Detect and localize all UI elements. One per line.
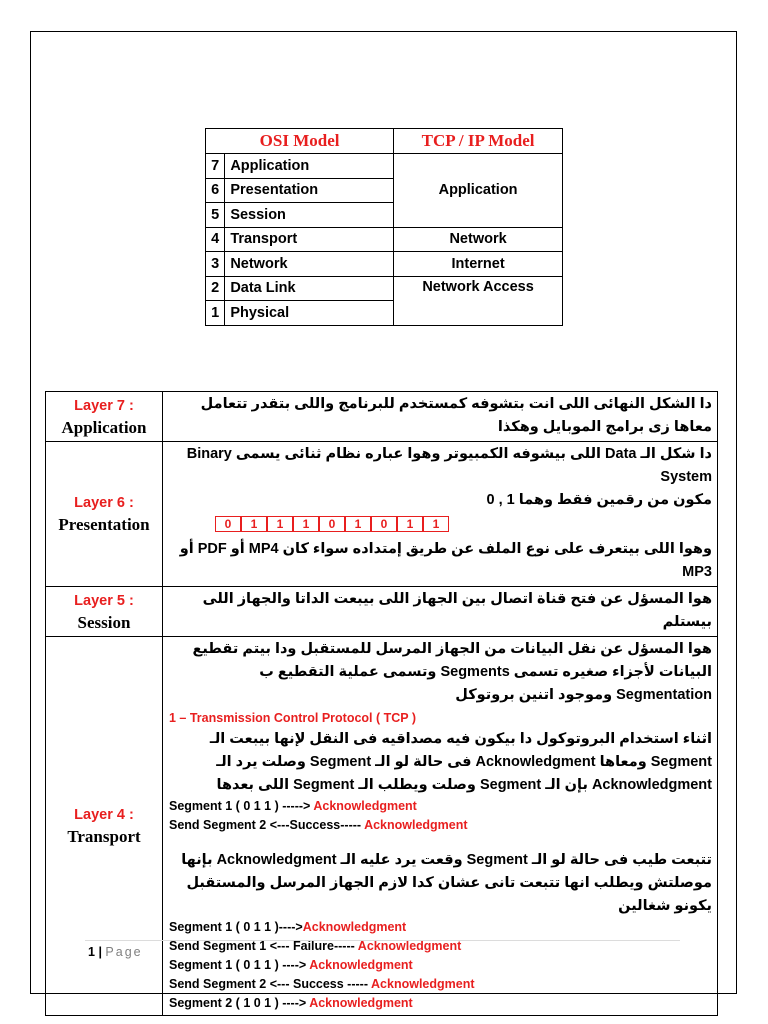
example-line-text: Send Segment 2 <--- Success -----	[169, 977, 372, 991]
binary-bit: 1	[267, 516, 293, 532]
binary-bits-row	[215, 516, 712, 532]
table-row	[206, 252, 563, 277]
binary-bit: 0	[371, 516, 397, 532]
layer-6-cell	[46, 442, 163, 587]
layer-5-label: Layer 5 :	[74, 592, 134, 609]
tcp-layer-network: Network	[394, 227, 563, 252]
spacer	[169, 835, 712, 849]
example-line-text: Segment 1 ( 0 1 1 ) ---->	[169, 958, 310, 972]
example-line	[169, 956, 712, 975]
layer-4-label: Layer 4 :	[74, 807, 134, 823]
layer-5-description: هوا المسؤل عن فتح قناة اتصال بين الجهاز اللى بيبعت الداتا والجهاز اللى بيستلم	[163, 587, 718, 637]
binary-bit: 0	[319, 516, 345, 532]
osi-layer-name: Network	[225, 252, 394, 277]
acknowledgment-label: Acknowledgment	[302, 920, 407, 934]
layer-6-description	[163, 442, 718, 587]
binary-bit: 1	[345, 516, 371, 532]
osi-header: OSI Model	[206, 129, 394, 154]
page-footer	[88, 945, 143, 959]
example-line-text: Segment 1 ( 0 1 1 ) ----->	[169, 799, 314, 813]
layer-7-name: Application	[61, 417, 147, 437]
layer-7-cell	[46, 392, 163, 442]
layer-5-name: Session	[77, 612, 131, 632]
binary-bit: 1	[293, 516, 319, 532]
tcp-layer-application: Application	[394, 154, 563, 228]
binary-bit: 1	[397, 516, 423, 532]
failure-case-text: تتبعت طيب فى حالة لو الـ Segment وقعت يرد عليه الـ Acknowledgment بإنها موصلتش ويطلب انها تتبعت تانى عشان كدا لازم الجهاز المرسل والمستقبل يكونو شغالين	[181, 852, 712, 914]
tcp-layer-internet: Internet	[394, 252, 563, 277]
layer-4-name: Transport	[67, 827, 141, 846]
osi-layer-number: 6	[206, 178, 225, 203]
osi-layer-number: 5	[206, 203, 225, 228]
osi-layer-number: 7	[206, 154, 225, 179]
layer-row-5	[46, 587, 718, 637]
table-row	[206, 154, 563, 179]
tcp-header: TCP / IP Model	[394, 129, 563, 154]
example-line-text: Send Segment 2 <---Success-----	[169, 818, 365, 832]
example-line	[169, 797, 712, 816]
osi-layer-name: Presentation	[225, 178, 394, 203]
osi-layer-name: Transport	[225, 227, 394, 252]
footer-separator: |	[98, 945, 102, 959]
acknowledgment-label: Acknowledgment	[309, 996, 413, 1010]
example-line	[169, 918, 712, 937]
osi-layer-number: 1	[206, 301, 225, 326]
binary-bit: 0	[215, 516, 241, 532]
layer-5-cell	[46, 587, 163, 637]
binary-bit: 1	[423, 516, 449, 532]
layer-6-line-1: دا شكل الـ Data اللى بيشوفه الكمبيوتر وهوا عباره نظام ثنائى يسمى Binary System	[186, 446, 712, 485]
acknowledgment-label: Acknowledgment	[364, 818, 468, 832]
layer-4-intro: هوا المسؤل عن نقل البيانات من الجهاز المرسل للمستقبل ودا بيتم تقطيع البيانات لأجزاء صغيره تسمى Segments وتسمى عملية التقطيع ب Segmentation وموجود اتنين بروتوكل	[192, 641, 712, 703]
acknowledgment-label: Acknowledgment	[371, 977, 475, 991]
tcp-protocol-text: اثناء استخدام البروتوكول دا بيكون فيه مصداقيه فى النقل لإنها بيبعت الـ Segment ومعاها Acknowledgment فى حالة لو الـ Segment وصلت يرد الـ Acknowledgment بإن الـ Segment وصلت ويطلب الـ Segment اللى بعدها	[209, 731, 712, 793]
example-line-text: Send Segment 1 <--- Failure-----	[169, 939, 358, 953]
acknowledgment-label: Acknowledgment	[313, 799, 417, 813]
layer-7-label: Layer 7 :	[74, 397, 134, 414]
footer-divider	[85, 940, 680, 941]
layer-7-description: دا الشكل النهائى اللى انت بتشوفه كمستخدم للبرنامج واللى بتقدر تتعامل معاها زى برامج الموبايل وهكذا	[163, 392, 718, 442]
example-line	[169, 975, 712, 994]
example-line	[169, 816, 712, 835]
acknowledgment-label: Acknowledgment	[357, 939, 462, 953]
layer-6-line-3: وهوا اللى بيتعرف على نوع الملف عن طريق إمتداده سواء كان MP4 أو PDF أو MP3	[179, 541, 712, 580]
osi-layer-name: Physical	[225, 301, 394, 326]
layer-row-4	[46, 637, 718, 1016]
page-number: 1	[88, 945, 95, 959]
osi-layer-name: Data Link	[225, 276, 394, 301]
layer-6-label: Layer 6 :	[74, 495, 134, 511]
table-row	[206, 227, 563, 252]
acknowledgment-label: Acknowledgment	[309, 958, 413, 972]
osi-tcpip-comparison-table	[205, 128, 563, 326]
osi-layer-number: 2	[206, 276, 225, 301]
page-word: Page	[105, 945, 143, 959]
osi-layer-name: Session	[225, 203, 394, 228]
example-line-text: Segment 2 ( 1 0 1 ) ---->	[169, 996, 310, 1010]
tcp-layer-network-access: Network Access	[394, 276, 563, 325]
osi-layer-name: Application	[225, 154, 394, 179]
osi-layer-number: 4	[206, 227, 225, 252]
table-row	[206, 276, 563, 301]
tcp-protocol-title: 1 – Transmission Control Protocol ( TCP )	[169, 711, 417, 725]
layer-6-name: Presentation	[58, 515, 150, 534]
osi-layer-number: 3	[206, 252, 225, 277]
layer-row-6	[46, 442, 718, 587]
example-line-text: Segment 1 ( 0 1 1 )---->	[169, 920, 303, 934]
layer-row-7	[46, 392, 718, 442]
layers-description-table	[45, 391, 718, 1016]
layer-4-description	[163, 637, 718, 1016]
binary-bit: 1	[241, 516, 267, 532]
example-line	[169, 994, 712, 1013]
layer-6-line-2: مكون من رقمين فقط وهما 1 , 0	[486, 492, 712, 508]
